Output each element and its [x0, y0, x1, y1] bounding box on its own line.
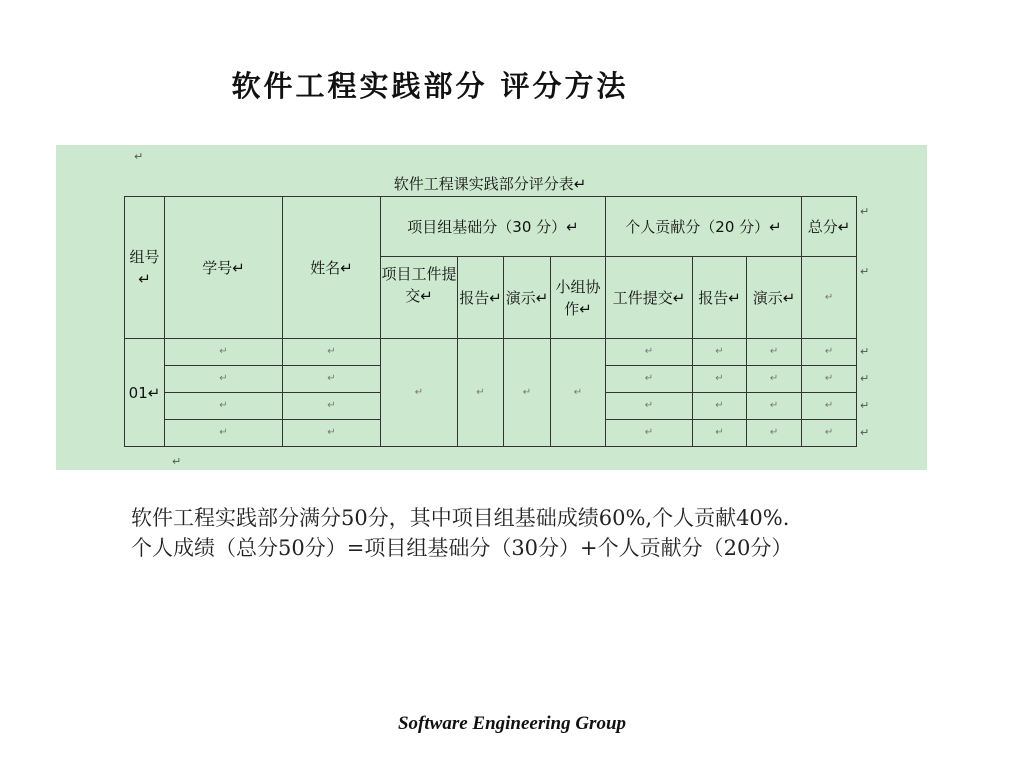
paragraph-mark: ↵ [860, 265, 870, 278]
student-id-cell: ↵ [165, 339, 283, 366]
header-artifact-submit: 工件提交↵ [606, 257, 693, 339]
header-total: 总分↵ [802, 197, 857, 257]
artifact-submit-cell: ↵ [606, 420, 693, 447]
artifact-submit-cell: ↵ [606, 366, 693, 393]
student-id-cell: ↵ [165, 366, 283, 393]
artifact-submit-cell: ↵ [606, 339, 693, 366]
paragraph-mark: ↵ [860, 399, 870, 412]
header-personal-score: 个人贡献分（20 分）↵ [606, 197, 802, 257]
project-submit-cell: ↵ [381, 339, 458, 447]
header-group-basic-score: 项目组基础分（30 分）↵ [381, 197, 606, 257]
total-cell: ↵ [802, 366, 857, 393]
personal-demo-cell: ↵ [747, 420, 802, 447]
name-cell: ↵ [283, 366, 381, 393]
header-team-cooperation: 小组协作↵ [551, 257, 606, 339]
personal-demo-cell: ↵ [747, 339, 802, 366]
footer-label: Software Engineering Group [397, 713, 627, 734]
header-group-no: 组号↵ [125, 197, 165, 339]
personal-report-cell: ↵ [693, 366, 747, 393]
name-cell: ↵ [283, 393, 381, 420]
artifact-submit-cell: ↵ [606, 393, 693, 420]
body-line-total-score: 软件工程实践部分满分50分，其中项目组基础成绩60%,个人贡献40%. [131, 506, 790, 530]
score-table [124, 196, 857, 447]
table-row [125, 339, 857, 366]
team-coop-cell: ↵ [551, 339, 606, 447]
header-project-submit: 项目工件提交↵ [381, 257, 458, 339]
personal-report-cell: ↵ [693, 339, 747, 366]
total-cell: ↵ [802, 393, 857, 420]
body-text [131, 503, 891, 563]
body-line-formula: 个人成绩（总分50分）=项目组基础分（30分）+个人贡献分（20分） [131, 536, 793, 560]
header-student-id: 学号↵ [165, 197, 283, 339]
paragraph-mark: ↵ [860, 426, 870, 439]
header-demo: 演示↵ [747, 257, 802, 339]
student-id-cell: ↵ [165, 393, 283, 420]
total-cell: ↵ [802, 420, 857, 447]
paragraph-mark: ↵ [172, 455, 182, 468]
group-id-cell: 01↵ [125, 339, 165, 447]
paragraph-mark: ↵ [860, 372, 870, 385]
personal-demo-cell: ↵ [747, 393, 802, 420]
slide-title: 软件工程实践部分 评分方法 [231, 69, 629, 103]
student-id-cell: ↵ [165, 420, 283, 447]
personal-report-cell: ↵ [693, 420, 747, 447]
paragraph-mark: ↵ [860, 205, 870, 218]
demo-cell: ↵ [504, 339, 551, 447]
name-cell: ↵ [283, 420, 381, 447]
total-cell: ↵ [802, 339, 857, 366]
paragraph-mark: ↵ [134, 150, 144, 163]
header-report: 报告↵ [458, 257, 504, 339]
header-total-blank: ↵ [802, 257, 857, 339]
header-name: 姓名↵ [283, 197, 381, 339]
report-cell: ↵ [458, 339, 504, 447]
paragraph-mark: ↵ [860, 345, 870, 358]
personal-report-cell: ↵ [693, 393, 747, 420]
header-demo: 演示↵ [504, 257, 551, 339]
name-cell: ↵ [283, 339, 381, 366]
table-caption: 软件工程课实践部分评分表↵ [393, 175, 587, 193]
header-report: 报告↵ [693, 257, 747, 339]
personal-demo-cell: ↵ [747, 366, 802, 393]
